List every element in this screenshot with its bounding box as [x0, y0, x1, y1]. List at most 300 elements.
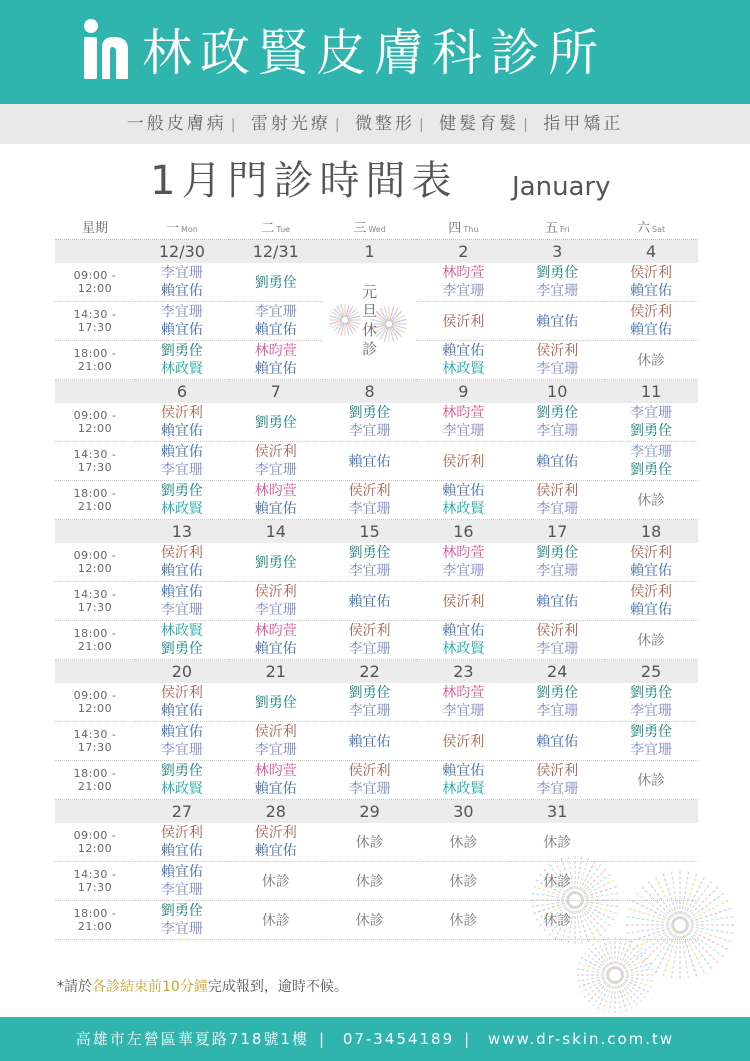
schedule-cell: [510, 582, 604, 621]
doctor-name: 賴宜佑: [160, 584, 203, 600]
schedule-cell: [416, 901, 510, 940]
service-item: 一般皮膚病: [126, 114, 227, 134]
schedule-cell: [323, 403, 417, 442]
service-item: 指甲矯正: [543, 114, 624, 134]
schedule-cell: [510, 481, 604, 520]
schedule-cell: [604, 481, 698, 520]
doctor-name: 侯沂利: [536, 343, 579, 359]
schedule-cell: [510, 543, 604, 582]
schedule-cell: [604, 862, 698, 901]
date-row: [55, 380, 698, 404]
time-slot-label: 18:00 - 21:00: [55, 901, 135, 940]
schedule-cell: [135, 302, 229, 341]
schedule-cell: [229, 823, 323, 862]
schedule-cell: [604, 341, 698, 380]
doctor-name: 賴宜佑: [160, 864, 203, 880]
doctor-name: 李宜珊: [348, 781, 391, 797]
schedule-cell: [323, 621, 417, 660]
header-banner: [0, 0, 750, 104]
schedule-cell: [135, 341, 229, 380]
doctor-name: 賴宜佑: [442, 623, 485, 639]
schedule-cell: [135, 862, 229, 901]
schedule-cell: [416, 683, 510, 722]
service-item: 微整形: [355, 114, 415, 134]
doctor-name: 林昀萱: [254, 623, 297, 639]
doctor-name: 李宜珊: [536, 423, 579, 439]
schedule-cell: [416, 761, 510, 800]
date-cell: 24: [510, 660, 604, 684]
weekday-thu: 四 Thu: [416, 213, 510, 240]
closed-label: 休診: [261, 913, 290, 929]
date-row: [55, 660, 698, 684]
date-cell: 9: [416, 380, 510, 404]
doctor-name: 劉勇佺: [536, 685, 579, 701]
holiday-text: 元 旦 休 診: [362, 283, 378, 358]
time-slot-row: [55, 481, 698, 520]
time-slot-row: [55, 862, 698, 901]
time-slot-label: 18:00 - 21:00: [55, 761, 135, 800]
date-row-spacer: [55, 240, 135, 264]
schedule-cell: [323, 722, 417, 761]
time-slot-label: 09:00 - 12:00: [55, 403, 135, 442]
weekday-sat: 六 Sat: [604, 213, 698, 240]
time-slot-row: [55, 722, 698, 761]
schedule-cell: [416, 403, 510, 442]
schedule-cell: [604, 823, 698, 862]
doctor-name: 林政賢: [442, 361, 485, 377]
doctor-name: 李宜珊: [348, 501, 391, 517]
doctor-name: 侯沂利: [160, 545, 203, 561]
date-cell: 18: [604, 520, 698, 544]
schedule-cell: [416, 341, 510, 380]
time-slot-row: [55, 683, 698, 722]
clinic-address: 高雄市左營區華夏路718號1樓: [75, 1030, 309, 1048]
doctor-name: 劉勇佺: [254, 415, 297, 431]
doctor-name: 林政賢: [160, 781, 203, 797]
doctor-name: 林昀萱: [254, 343, 297, 359]
doctor-name: 李宜珊: [348, 641, 391, 657]
doctor-name: 侯沂利: [160, 685, 203, 701]
schedule-cell: [135, 722, 229, 761]
date-cell: 31: [510, 800, 604, 824]
doctor-name: 李宜珊: [160, 602, 203, 618]
time-slot-row: [55, 621, 698, 660]
time-slot-label: 18:00 - 21:00: [55, 621, 135, 660]
schedule-cell: [323, 901, 417, 940]
doctor-name: 侯沂利: [254, 724, 297, 740]
closed-label: 休診: [355, 913, 384, 929]
schedule-cell: [510, 442, 604, 481]
schedule-cell: [510, 683, 604, 722]
doctor-name: 劉勇佺: [160, 343, 203, 359]
closed-label: 休診: [449, 874, 478, 890]
doctor-name: 李宜珊: [160, 742, 203, 758]
schedule-title: [0, 150, 750, 212]
weekday-header-row: [55, 213, 698, 240]
doctor-name: 賴宜佑: [536, 454, 579, 470]
time-slot-label: 09:00 - 12:00: [55, 823, 135, 862]
doctor-name: 李宜珊: [442, 423, 485, 439]
doctor-name: 劉勇佺: [348, 405, 391, 421]
doctor-name: 劉勇佺: [254, 695, 297, 711]
doctor-name: 賴宜佑: [630, 322, 673, 338]
schedule-cell: [510, 862, 604, 901]
doctor-name: 賴宜佑: [254, 361, 297, 377]
doctor-name: 賴宜佑: [160, 322, 203, 338]
schedule-cell: [510, 823, 604, 862]
schedule-cell: [510, 403, 604, 442]
doctor-name: 林昀萱: [254, 483, 297, 499]
date-cell: 16: [416, 520, 510, 544]
schedule-cell: [135, 683, 229, 722]
doctor-name: 林政賢: [442, 781, 485, 797]
doctor-name: 林政賢: [160, 623, 203, 639]
schedule-cell: [510, 901, 604, 940]
doctor-name: 李宜珊: [630, 703, 673, 719]
date-cell: 7: [229, 380, 323, 404]
service-item: 健髮育髮: [439, 114, 520, 134]
date-cell: 20: [135, 660, 229, 684]
doctor-name: 林昀萱: [254, 763, 297, 779]
doctor-name: 林昀萱: [442, 545, 485, 561]
schedule-cell: [510, 722, 604, 761]
schedule-cell: [416, 722, 510, 761]
date-cell: 23: [416, 660, 510, 684]
doctor-name: 李宜珊: [442, 283, 485, 299]
schedule-cell: [416, 302, 510, 341]
clinic-website[interactable]: www.dr-skin.com.tw: [487, 1030, 675, 1048]
doctor-name: 賴宜佑: [160, 423, 203, 439]
clinic-name: 林政賢皮膚科診所: [142, 24, 606, 82]
doctor-name: 賴宜佑: [254, 641, 297, 657]
date-row-spacer: [55, 520, 135, 544]
doctor-name: 李宜珊: [630, 405, 673, 421]
doctor-name: 侯沂利: [536, 483, 579, 499]
doctor-name: 賴宜佑: [348, 594, 391, 610]
doctor-name: 李宜珊: [348, 423, 391, 439]
doctor-name: 侯沂利: [630, 265, 673, 281]
closed-label: 休診: [355, 835, 384, 851]
closed-label: 休診: [543, 835, 572, 851]
doctor-name: 侯沂利: [442, 734, 485, 750]
schedule-cell: [229, 543, 323, 582]
doctor-name: 賴宜佑: [160, 724, 203, 740]
doctor-name: 賴宜佑: [160, 563, 203, 579]
weekday-wed: 三 Wed: [323, 213, 417, 240]
schedule-cell: [510, 621, 604, 660]
schedule-cell: [604, 722, 698, 761]
date-cell: 22: [323, 660, 417, 684]
schedule-cell: [229, 683, 323, 722]
time-slot-label: 14:30 - 17:30: [55, 582, 135, 621]
time-slot-row: [55, 403, 698, 442]
date-cell: 12/30: [135, 240, 229, 264]
doctor-name: 林昀萱: [442, 265, 485, 281]
schedule-cell: [323, 761, 417, 800]
doctor-name: 侯沂利: [630, 545, 673, 561]
doctor-name: 賴宜佑: [254, 843, 297, 859]
time-slot-label: 14:30 - 17:30: [55, 862, 135, 901]
schedule-cell: [416, 862, 510, 901]
schedule-cell: [416, 621, 510, 660]
date-row-spacer: [55, 660, 135, 684]
services-bar: 一般皮膚病 | 雷射光療 | 微整形 | 健髮育髮 | 指甲矯正: [0, 104, 750, 144]
date-cell: 13: [135, 520, 229, 544]
doctor-name: 賴宜佑: [630, 283, 673, 299]
schedule-cell: [604, 683, 698, 722]
doctor-name: 侯沂利: [160, 825, 203, 841]
schedule-cell: [229, 621, 323, 660]
closed-label: 休診: [637, 633, 666, 649]
time-slot-label: 09:00 - 12:00: [55, 263, 135, 302]
time-slot-label: 09:00 - 12:00: [55, 543, 135, 582]
doctor-name: 林政賢: [160, 361, 203, 377]
doctor-name: 侯沂利: [254, 584, 297, 600]
holiday-cell: [323, 263, 417, 380]
schedule-cell: [135, 761, 229, 800]
doctor-name: 劉勇佺: [348, 545, 391, 561]
date-row: [55, 520, 698, 544]
closed-label: 休診: [449, 835, 478, 851]
doctor-name: 賴宜佑: [536, 314, 579, 330]
closed-label: 休診: [543, 913, 572, 929]
service-item: 雷射光療: [250, 114, 331, 134]
schedule-cell: [323, 481, 417, 520]
doctor-name: 李宜珊: [348, 703, 391, 719]
doctor-name: 李宜珊: [348, 563, 391, 579]
schedule-cell: [323, 823, 417, 862]
schedule-cell: [135, 582, 229, 621]
schedule-cell: [416, 442, 510, 481]
doctor-name: 賴宜佑: [160, 444, 203, 460]
doctor-name: 劉勇佺: [160, 763, 203, 779]
doctor-name: 李宜珊: [254, 304, 297, 320]
schedule-cell: [416, 582, 510, 621]
closed-label: 休診: [449, 913, 478, 929]
date-cell: 29: [323, 800, 417, 824]
schedule-table: [55, 213, 698, 940]
doctor-name: 侯沂利: [630, 584, 673, 600]
doctor-name: 侯沂利: [442, 454, 485, 470]
weekday-header-label: 星期: [55, 213, 135, 240]
doctor-name: 劉勇佺: [536, 545, 579, 561]
doctor-name: 劉勇佺: [160, 641, 203, 657]
doctor-name: 李宜珊: [536, 283, 579, 299]
doctor-name: 賴宜佑: [160, 703, 203, 719]
date-cell: 12/31: [229, 240, 323, 264]
doctor-name: 賴宜佑: [442, 763, 485, 779]
page-title-english: January: [512, 172, 611, 202]
doctor-name: 劉勇佺: [254, 275, 297, 291]
doctor-name: 李宜珊: [536, 703, 579, 719]
schedule-cell: [135, 263, 229, 302]
doctor-name: 賴宜佑: [160, 283, 203, 299]
doctor-name: 賴宜佑: [536, 594, 579, 610]
schedule-cell: [323, 442, 417, 481]
doctor-name: 賴宜佑: [254, 322, 297, 338]
date-cell: 3: [510, 240, 604, 264]
closed-label: 休診: [543, 874, 572, 890]
date-cell: 10: [510, 380, 604, 404]
time-slot-row: [55, 901, 698, 940]
schedule-cell: [135, 403, 229, 442]
doctor-name: 侯沂利: [254, 825, 297, 841]
schedule-cell: [604, 263, 698, 302]
doctor-name: 李宜珊: [536, 781, 579, 797]
doctor-name: 賴宜佑: [442, 483, 485, 499]
doctor-name: 劉勇佺: [160, 903, 203, 919]
doctor-name: 侯沂利: [160, 405, 203, 421]
doctor-name: 劉勇佺: [536, 265, 579, 281]
schedule-cell: [604, 403, 698, 442]
doctor-name: 侯沂利: [442, 314, 485, 330]
doctor-name: 賴宜佑: [160, 843, 203, 859]
date-cell: 28: [229, 800, 323, 824]
date-cell: 27: [135, 800, 229, 824]
doctor-name: 李宜珊: [536, 563, 579, 579]
closed-label: 休診: [637, 493, 666, 509]
doctor-name: 林政賢: [442, 501, 485, 517]
date-cell: 15: [323, 520, 417, 544]
doctor-name: 劉勇佺: [160, 483, 203, 499]
doctor-name: 劉勇佺: [630, 423, 673, 439]
date-cell: 21: [229, 660, 323, 684]
schedule-cell: [135, 543, 229, 582]
schedule-cell: [323, 862, 417, 901]
schedule-cell: [416, 481, 510, 520]
doctor-name: 侯沂利: [630, 304, 673, 320]
date-cell: 14: [229, 520, 323, 544]
doctor-name: 賴宜佑: [630, 563, 673, 579]
schedule-cell: [510, 341, 604, 380]
schedule-cell: [510, 302, 604, 341]
date-cell: 2: [416, 240, 510, 264]
doctor-name: 李宜珊: [536, 641, 579, 657]
doctor-name: 劉勇佺: [536, 405, 579, 421]
clinic-logo-icon: [82, 17, 132, 81]
schedule-cell: [604, 621, 698, 660]
date-row-spacer: [55, 380, 135, 404]
time-slot-label: 09:00 - 12:00: [55, 683, 135, 722]
date-cell: 1: [323, 240, 417, 264]
doctor-name: 侯沂利: [348, 763, 391, 779]
doctor-name: 李宜珊: [160, 921, 203, 937]
doctor-name: 李宜珊: [536, 361, 579, 377]
weekday-fri: 五 Fri: [510, 213, 604, 240]
schedule-cell: [135, 823, 229, 862]
schedule-cell: [323, 582, 417, 621]
schedule-cell: [604, 442, 698, 481]
date-row: [55, 240, 698, 264]
schedule-cell: [416, 543, 510, 582]
schedule-cell: [135, 621, 229, 660]
schedule-cell: [135, 481, 229, 520]
doctor-name: 李宜珊: [160, 882, 203, 898]
date-cell: 25: [604, 660, 698, 684]
doctor-name: 賴宜佑: [348, 454, 391, 470]
doctor-name: 李宜珊: [254, 462, 297, 478]
schedule-cell: [229, 302, 323, 341]
weekday-mon: 一 Mon: [135, 213, 229, 240]
doctor-name: 賴宜佑: [536, 734, 579, 750]
check-in-note: *請於各診結束前10分鐘完成報到，逾時不候。: [57, 979, 348, 995]
schedule-cell: [229, 263, 323, 302]
schedule-cell: [604, 582, 698, 621]
date-row-spacer: [55, 800, 135, 824]
schedule-cell: [416, 823, 510, 862]
schedule-cell: [604, 543, 698, 582]
doctor-name: 李宜珊: [630, 444, 673, 460]
doctor-name: 賴宜佑: [254, 781, 297, 797]
schedule-cell: [323, 543, 417, 582]
time-slot-label: 18:00 - 21:00: [55, 341, 135, 380]
schedule-cell: [229, 341, 323, 380]
closed-label: 休診: [261, 874, 290, 890]
page-title: 1月門診時間表: [150, 158, 458, 204]
schedule-cell: [604, 302, 698, 341]
time-slot-row: [55, 263, 698, 302]
schedule-cell: [229, 901, 323, 940]
doctor-name: 李宜珊: [536, 501, 579, 517]
schedule-cell: [416, 263, 510, 302]
date-cell: 4: [604, 240, 698, 264]
doctor-name: 賴宜佑: [442, 343, 485, 359]
date-cell: 17: [510, 520, 604, 544]
doctor-name: 劉勇佺: [630, 462, 673, 478]
schedule-cell: [135, 442, 229, 481]
doctor-name: 林昀萱: [442, 405, 485, 421]
date-cell: 11: [604, 380, 698, 404]
date-cell: 6: [135, 380, 229, 404]
schedule-cell: [510, 263, 604, 302]
doctor-name: 林政賢: [442, 641, 485, 657]
closed-label: 休診: [637, 353, 666, 369]
doctor-name: 李宜珊: [160, 265, 203, 281]
time-slot-row: [55, 442, 698, 481]
schedule-cell: [510, 761, 604, 800]
time-slot-label: 14:30 - 17:30: [55, 722, 135, 761]
time-slot-row: [55, 823, 698, 862]
closed-label: 休診: [355, 874, 384, 890]
weekday-tue: 二 Tue: [229, 213, 323, 240]
doctor-name: 侯沂利: [536, 763, 579, 779]
doctor-name: 劉勇佺: [630, 685, 673, 701]
doctor-name: 李宜珊: [160, 304, 203, 320]
doctor-name: 侯沂利: [348, 623, 391, 639]
date-row: [55, 800, 698, 824]
schedule-cell: [229, 862, 323, 901]
doctor-name: 賴宜佑: [348, 734, 391, 750]
schedule-cell: [135, 901, 229, 940]
time-slot-row: [55, 543, 698, 582]
time-slot-row: [55, 761, 698, 800]
clinic-phone[interactable]: 07-3454189: [342, 1030, 455, 1048]
doctor-name: 林昀萱: [442, 685, 485, 701]
doctor-name: 侯沂利: [442, 594, 485, 610]
doctor-name: 劉勇佺: [254, 555, 297, 571]
note-highlight: 各診結束前10分鐘: [92, 979, 208, 995]
doctor-name: 侯沂利: [348, 483, 391, 499]
time-slot-label: 14:30 - 17:30: [55, 302, 135, 341]
doctor-name: 李宜珊: [442, 703, 485, 719]
schedule-cell: [229, 481, 323, 520]
date-cell: 8: [323, 380, 417, 404]
doctor-name: 李宜珊: [254, 602, 297, 618]
doctor-name: 李宜珊: [630, 742, 673, 758]
doctor-name: 賴宜佑: [630, 602, 673, 618]
doctor-name: 林政賢: [160, 501, 203, 517]
doctor-name: 李宜珊: [160, 462, 203, 478]
